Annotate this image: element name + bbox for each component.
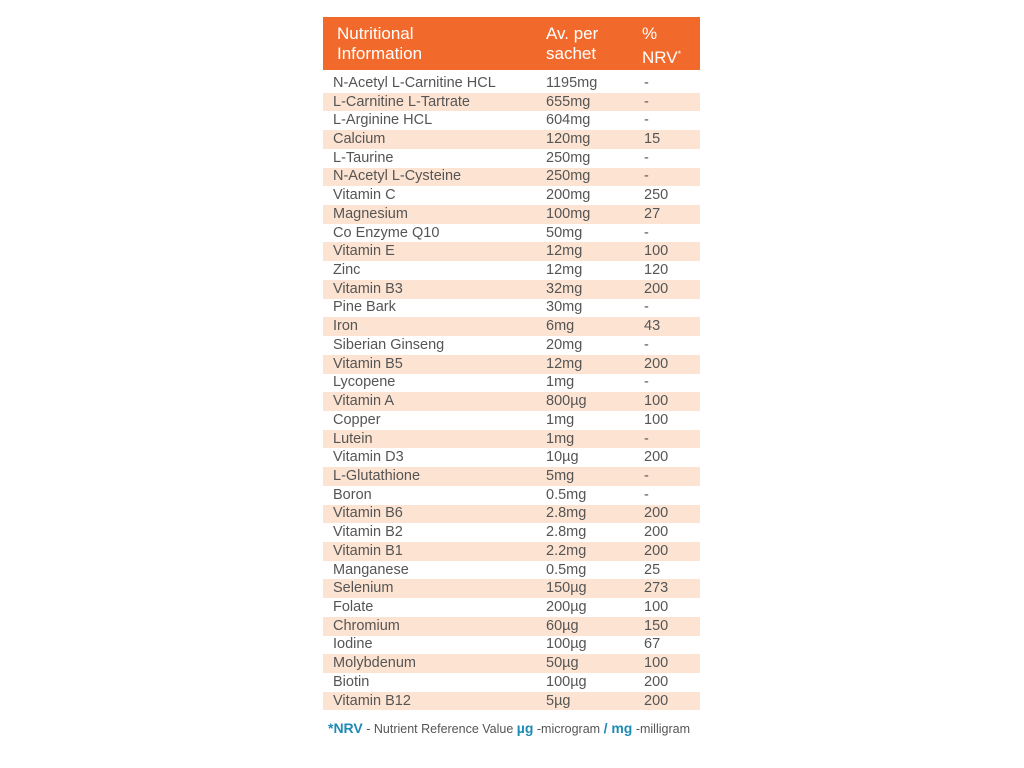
nutrient-name: Vitamin B5: [323, 355, 546, 374]
nutrient-name: Chromium: [323, 617, 546, 636]
amount-per-sachet: 120mg: [546, 130, 644, 149]
nutrient-name: Vitamin C: [333, 187, 396, 204]
nrv-percent: 67: [644, 636, 661, 653]
amount-per-sachet: 6mg: [546, 317, 644, 336]
milligram-abbr: / mg: [603, 720, 633, 736]
table-row: [323, 448, 700, 467]
nrv-percent: -: [644, 486, 649, 503]
amount-per-sachet: 5mg: [546, 467, 644, 486]
amount-per-sachet: 2.8mg: [546, 524, 587, 541]
nrv-percent: 27: [644, 205, 700, 224]
nrv-percent: 100: [644, 392, 700, 411]
nrv-percent: 200: [644, 355, 700, 374]
nutrient-name: Selenium: [323, 579, 546, 598]
nutrient-name: Vitamin D3: [333, 449, 404, 466]
amount-per-sachet: 250mg: [546, 149, 591, 166]
table-row: [323, 598, 700, 617]
nutrient-name: Siberian Ginseng: [333, 336, 445, 353]
nutrient-name: Vitamin E: [323, 242, 546, 261]
table-row: [323, 542, 700, 561]
amount-per-sachet: 0.5mg: [546, 561, 587, 578]
nutrition-panel: [323, 17, 700, 710]
nrv-percent: -: [644, 112, 649, 129]
header-col2-line2: sachet: [546, 44, 597, 63]
table-row: [323, 130, 700, 149]
nrv-percent: 100: [644, 411, 669, 428]
nutrient-name: Vitamin B6: [323, 505, 546, 524]
amount-per-sachet: 12mg: [546, 242, 644, 261]
header-col3-line1: %: [642, 24, 658, 43]
nrv-percent: -: [644, 224, 649, 241]
nutrient-name: Co Enzyme Q10: [333, 224, 440, 241]
nrv-percent: 200: [644, 692, 700, 711]
table-row: [323, 374, 700, 393]
table-row: [323, 111, 700, 130]
table-row: [323, 205, 700, 224]
nutrient-name: L-Carnitine L-Tartrate: [323, 93, 546, 112]
table-row: [323, 617, 700, 636]
milligram-definition: -milligram: [632, 722, 690, 736]
table-row: [323, 317, 700, 336]
table-row: [323, 392, 700, 411]
amount-per-sachet: 250mg: [546, 168, 644, 187]
amount-per-sachet: 20mg: [546, 336, 583, 353]
amount-per-sachet: 5µg: [546, 692, 644, 711]
header-col1-line1: Nutritional: [337, 24, 414, 43]
nutrient-name: Zinc: [333, 262, 361, 279]
nutrient-name: Lycopene: [333, 374, 396, 391]
amount-per-sachet: 604mg: [546, 112, 591, 129]
nutrient-name: Pine Bark: [333, 299, 396, 316]
table-row: [323, 280, 700, 299]
header-av-per-sachet: [546, 24, 598, 64]
table-row: [323, 654, 700, 673]
table-row: [323, 74, 700, 93]
nutrient-name: Boron: [333, 486, 372, 503]
table-row: [323, 168, 700, 187]
amount-per-sachet: 2.8mg: [546, 505, 644, 524]
amount-per-sachet: 50µg: [546, 654, 644, 673]
table-row: [323, 411, 700, 430]
nrv-percent: 15: [644, 130, 700, 149]
table-row: [323, 149, 700, 168]
table-row: [323, 486, 700, 505]
amount-per-sachet: 800µg: [546, 392, 644, 411]
nrv-percent: -: [644, 374, 649, 391]
table-row: [323, 692, 700, 711]
nrv-percent: -: [644, 336, 649, 353]
nutrient-name: N-Acetyl L-Cysteine: [323, 168, 546, 187]
nutrient-name: Vitamin A: [323, 392, 546, 411]
nutrient-name: Manganese: [333, 561, 409, 578]
nrv-definition: - Nutrient Reference Value: [362, 722, 517, 736]
nutrient-name: Calcium: [323, 130, 546, 149]
amount-per-sachet: 2.2mg: [546, 542, 644, 561]
amount-per-sachet: 1mg: [546, 374, 575, 391]
amount-per-sachet: 0.5mg: [546, 486, 587, 503]
nrv-percent: 200: [644, 280, 700, 299]
nutrient-name: L-Glutathione: [323, 467, 546, 486]
nrv-abbr: *NRV: [328, 720, 363, 736]
nutrient-name: Lutein: [323, 430, 546, 449]
nutrient-name: Molybdenum: [323, 654, 546, 673]
amount-per-sachet: 50mg: [546, 224, 583, 241]
nrv-percent: 200: [644, 449, 669, 466]
header-col2-line1: Av. per: [546, 24, 599, 43]
nrv-percent: 120: [644, 262, 669, 279]
table-row: [323, 242, 700, 261]
table-row: [323, 505, 700, 524]
nutrient-name: Biotin: [333, 673, 370, 690]
amount-per-sachet: 150µg: [546, 579, 644, 598]
nrv-percent: 100: [644, 654, 700, 673]
header-col3-sup: *: [677, 49, 682, 59]
nrv-percent: 200: [644, 505, 700, 524]
table-row: [323, 673, 700, 692]
table-row: [323, 336, 700, 355]
table-header: [323, 17, 700, 70]
nutrient-name: N-Acetyl L-Carnitine HCL: [333, 74, 496, 91]
nrv-percent: 150: [644, 617, 700, 636]
header-nutritional-information: [337, 24, 422, 64]
microgram-abbr: µg: [516, 720, 534, 736]
table-row: [323, 561, 700, 580]
amount-per-sachet: 655mg: [546, 93, 644, 112]
nutrient-name: L-Arginine HCL: [333, 112, 433, 129]
footer-legend: [328, 720, 690, 736]
nrv-percent: -: [644, 149, 649, 166]
nutrient-name: Vitamin B3: [323, 280, 546, 299]
nutrient-name: Iodine: [333, 636, 373, 653]
amount-per-sachet: 200µg: [546, 598, 587, 615]
table-row: [323, 355, 700, 374]
header-nrv: [642, 24, 681, 68]
table-row: [323, 430, 700, 449]
nrv-percent: -: [644, 430, 700, 449]
table-row: [323, 224, 700, 243]
table-row: [323, 636, 700, 655]
table-row: [323, 299, 700, 318]
nutrient-name: Copper: [333, 411, 381, 428]
table-row: [323, 261, 700, 280]
nutrient-name: L-Taurine: [333, 149, 394, 166]
amount-per-sachet: 12mg: [546, 355, 644, 374]
header-col3-line2: NRV: [642, 48, 678, 67]
amount-per-sachet: 1195mg: [546, 74, 598, 91]
amount-per-sachet: 100µg: [546, 636, 587, 653]
header-col1-line2: Information: [337, 44, 423, 63]
nutrient-name: Vitamin B2: [333, 524, 403, 541]
amount-per-sachet: 30mg: [546, 299, 583, 316]
nrv-percent: -: [644, 467, 700, 486]
nrv-percent: -: [644, 74, 649, 91]
nrv-percent: 200: [644, 542, 700, 561]
amount-per-sachet: 100mg: [546, 205, 644, 224]
amount-per-sachet: 1mg: [546, 430, 644, 449]
amount-per-sachet: 32mg: [546, 280, 644, 299]
table-row: [323, 523, 700, 542]
table-row: [323, 93, 700, 112]
nrv-percent: -: [644, 93, 700, 112]
nutrient-name: Vitamin B12: [323, 692, 546, 711]
nutrient-name: Magnesium: [323, 205, 546, 224]
nrv-percent: 200: [644, 524, 669, 541]
nutrition-table: [323, 74, 700, 710]
microgram-definition: -microgram: [533, 722, 604, 736]
nrv-percent: 25: [644, 561, 661, 578]
table-row: [323, 467, 700, 486]
table-row: [323, 579, 700, 598]
nrv-percent: -: [644, 168, 700, 187]
amount-per-sachet: 12mg: [546, 262, 583, 279]
nrv-percent: 100: [644, 242, 700, 261]
nrv-percent: 273: [644, 579, 700, 598]
nutrient-name: Iron: [323, 317, 546, 336]
amount-per-sachet: 100µg: [546, 673, 587, 690]
amount-per-sachet: 1mg: [546, 411, 575, 428]
nutrition-table-body: [323, 74, 700, 710]
amount-per-sachet: 60µg: [546, 617, 644, 636]
nrv-percent: 250: [644, 187, 669, 204]
nrv-percent: 100: [644, 598, 669, 615]
nutrient-name: Folate: [333, 598, 374, 615]
nutrient-name: Vitamin B1: [323, 542, 546, 561]
amount-per-sachet: 200mg: [546, 187, 591, 204]
amount-per-sachet: 10µg: [546, 449, 579, 466]
nrv-percent: 200: [644, 673, 669, 690]
nrv-percent: -: [644, 299, 649, 316]
nrv-percent: 43: [644, 317, 700, 336]
table-row: [323, 186, 700, 205]
